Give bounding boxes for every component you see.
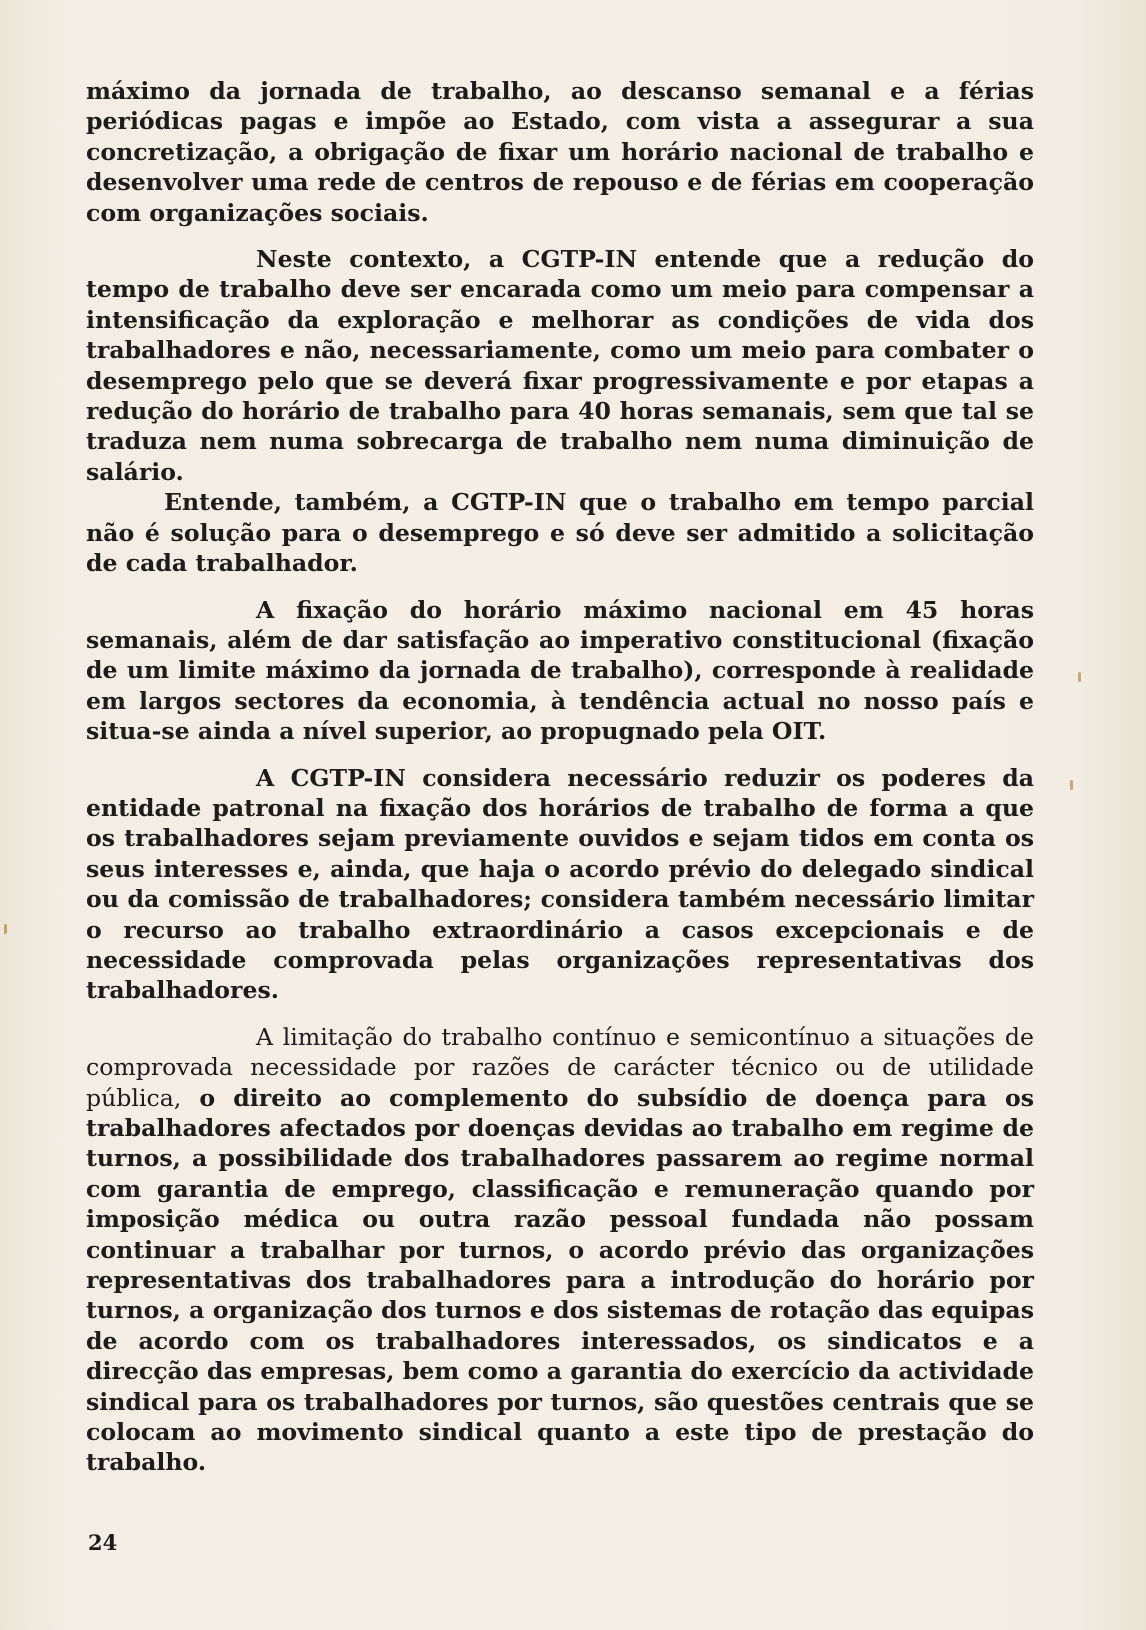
paper-speck (1070, 780, 1073, 790)
paper-speck (4, 924, 7, 934)
page-number: 24 (88, 1530, 118, 1555)
paragraph-1: máximo da jornada de trabalho, ao descanso semanal e a férias periódicas pagas e impõe ao Estado, com vista a assegurar a sua concretização, a obrigação de fixar um horário nacional de trabalho e desenvolver uma rede de centros de repouso e de férias em cooperação com organizações sociais. (86, 77, 1034, 227)
text-column (86, 76, 1034, 1478)
paragraph-2: Neste contexto, a CGTP-IN entende que a redução do tempo de trabalho deve ser encarada como um meio para compensar a intensificação da exploração e melhorar as condições de vida dos trabalhadores e não, necessariamente, como um meio para combater o desemprego pelo que se deverá fixar progressivamente e por etapas a redução do horário de trabalho para 40 horas semanais, sem que tal se traduza nem numa sobrecarga de trabalho nem numa diminuição de salário. (86, 245, 1034, 486)
paper-speck (1078, 672, 1081, 682)
paragraph-6-bold: o direito ao complemento do subsídio de doença para os trabalhadores afectados por doenças devidas ao trabalho em regime de turnos, a possibilidade dos trabalhadores passarem ao regime normal com garantia de emprego, classificação e remuneração quando por imposição médica ou outra razão pessoal fundada não possam continuar a trabalhar por turnos, o acordo prévio das organizações representativas dos trabalhadores para a introdução do horário por turnos, a organização dos turnos e dos sistemas de rotação das equipas de acordo com os trabalhadores interessados, os sindicatos e a direcção das empresas, bem como a garantia do exercício da actividade sindical para os trabalhadores por turnos, são questões centrais que se colocam ao movimento sindical quanto a este tipo de prestação do trabalho. (86, 1083, 1034, 1477)
paragraph-6-regular: A limitação do trabalho contínuo e semicontínuo a situações de comprovada necessidade por razões de carácter técnico ou de utilidade pública, (86, 1022, 1034, 1112)
paragraph-5: A CGTP-IN considera necessário reduzir os poderes da entidade patronal na fixação dos horários de trabalho de forma a que os trabalhadores sejam previamente ouvidos e sejam tidos em conta os seus interesses e, ainda, que haja o acordo prévio do delegado sindical ou da comissão de trabalhadores; considera também necessário limitar o recurso ao trabalho extraordinário a casos excepcionais e de necessidade comprovada pelas organizações representativas dos trabalhadores. (86, 763, 1034, 1005)
paragraph-6 (86, 1022, 1034, 1478)
paragraph-3: Entende, também, a CGTP-IN que o trabalho em tempo parcial não é solução para o desemprego e só deve ser admitido a solicitação de cada trabalhador. (86, 488, 1034, 578)
paragraph-4: A fixação do horário máximo nacional em 45 horas semanais, além de dar satisfação ao imperativo constitucional (fixação de um limite máximo da jornada de trabalho), corresponde à realidade em largos sectores da economia, à tendência actual no nosso país e situa-se ainda a nível superior, ao propugnado pela OIT. (86, 595, 1034, 746)
